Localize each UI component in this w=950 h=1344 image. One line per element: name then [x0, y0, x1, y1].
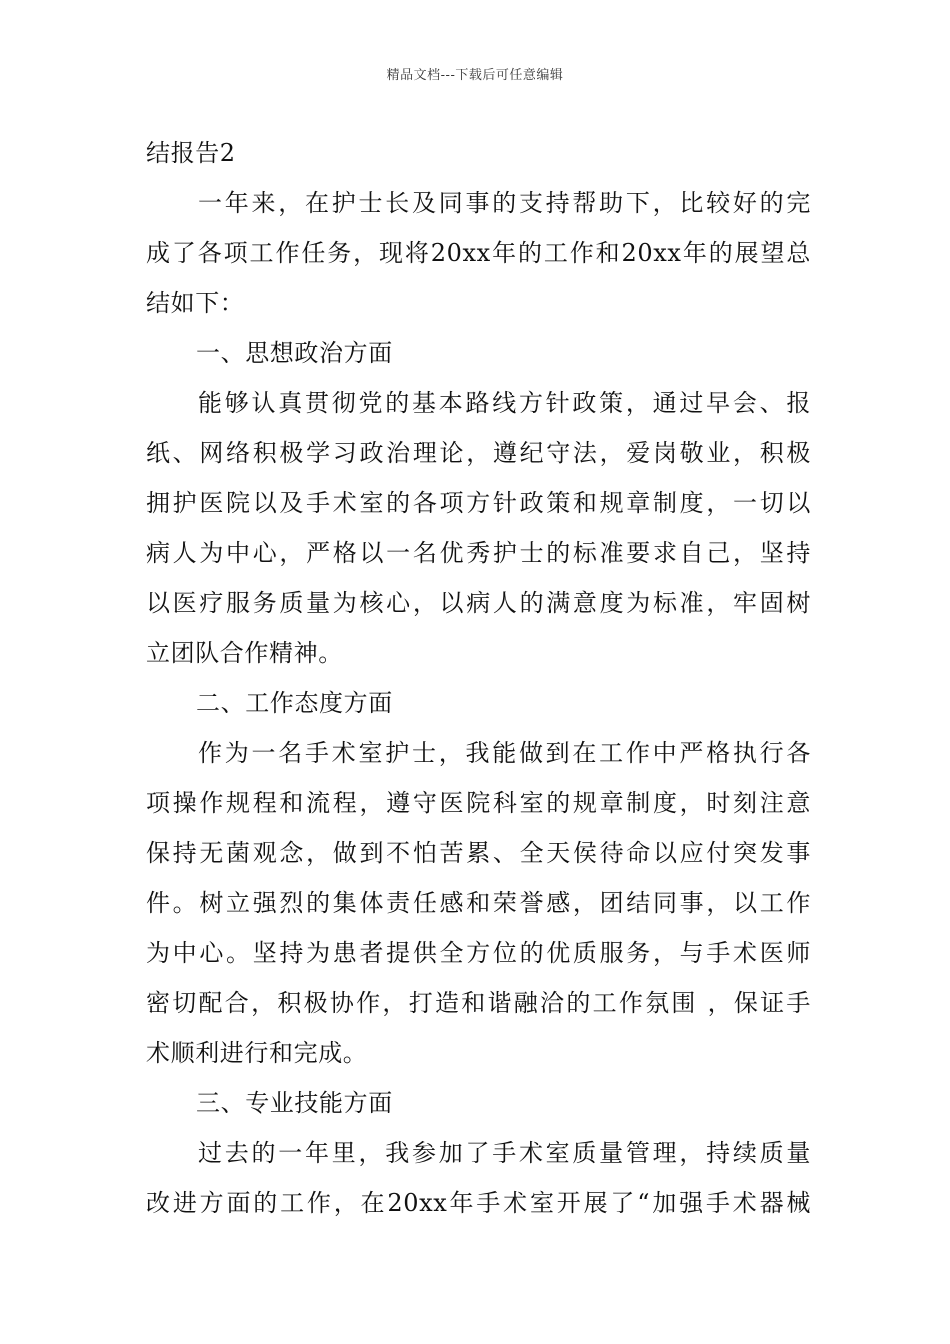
paragraph-line: 一年来，在护士长及同事的支持帮助下，比较好的完 — [198, 189, 811, 217]
paragraph-line: 项操作规程和流程，遵守医院科室的规章制度，时刻注意 — [146, 789, 811, 817]
paragraph-line: 结如下： — [146, 289, 245, 317]
paragraph-line: 为中心。坚持为患者提供全方位的优质服务，与手术医师 — [146, 939, 811, 967]
paragraph-line: 保持无菌观念，做到不怕苦累、全天侯待命以应付突发事 — [146, 839, 811, 867]
paragraph-line: 密切配合，积极协作，打造和谐融洽的工作氛围 ，保证手 — [146, 989, 811, 1017]
heading-title: 结报告2 — [146, 139, 236, 167]
paragraph-line: 能够认真贯彻党的基本路线方针政策，通过早会、报 — [198, 389, 811, 417]
page-header: 精品文档---下载后可任意编辑 — [386, 68, 564, 83]
section-heading: 一、思想政治方面 — [196, 339, 393, 367]
paragraph-line: 件。树立强烈的集体责任感和荣誉感，团结同事，以工作 — [146, 889, 811, 917]
paragraph-line: 术顺利进行和完成。 — [146, 1039, 368, 1067]
paragraph-line: 作为一名手术室护士，我能做到在工作中严格执行各 — [198, 739, 811, 767]
paragraph-line: 以医疗服务质量为核心，以病人的满意度为标准，牢固树 — [146, 589, 811, 617]
paragraph-line: 成了各项工作任务，现将20xx年的工作和20xx年的展望总 — [146, 239, 811, 267]
paragraph-line: 纸、网络积极学习政治理论，遵纪守法，爱岗敬业，积极 — [146, 439, 811, 467]
section-heading: 二、工作态度方面 — [196, 689, 393, 717]
section-heading: 三、专业技能方面 — [196, 1089, 393, 1117]
paragraph-line: 拥护医院以及手术室的各项方针政策和规章制度，一切以 — [146, 489, 811, 517]
document-body — [146, 128, 811, 1228]
paragraph-line: 病人为中心，严格以一名优秀护士的标准要求自己，坚持 — [146, 539, 811, 567]
paragraph-line: 过去的一年里，我参加了手术室质量管理，持续质量 — [198, 1139, 811, 1167]
paragraph-line: 改进方面的工作，在20xx年手术室开展了“加强手术器械 — [146, 1189, 811, 1217]
paragraph-line: 立团队合作精神。 — [146, 639, 343, 667]
